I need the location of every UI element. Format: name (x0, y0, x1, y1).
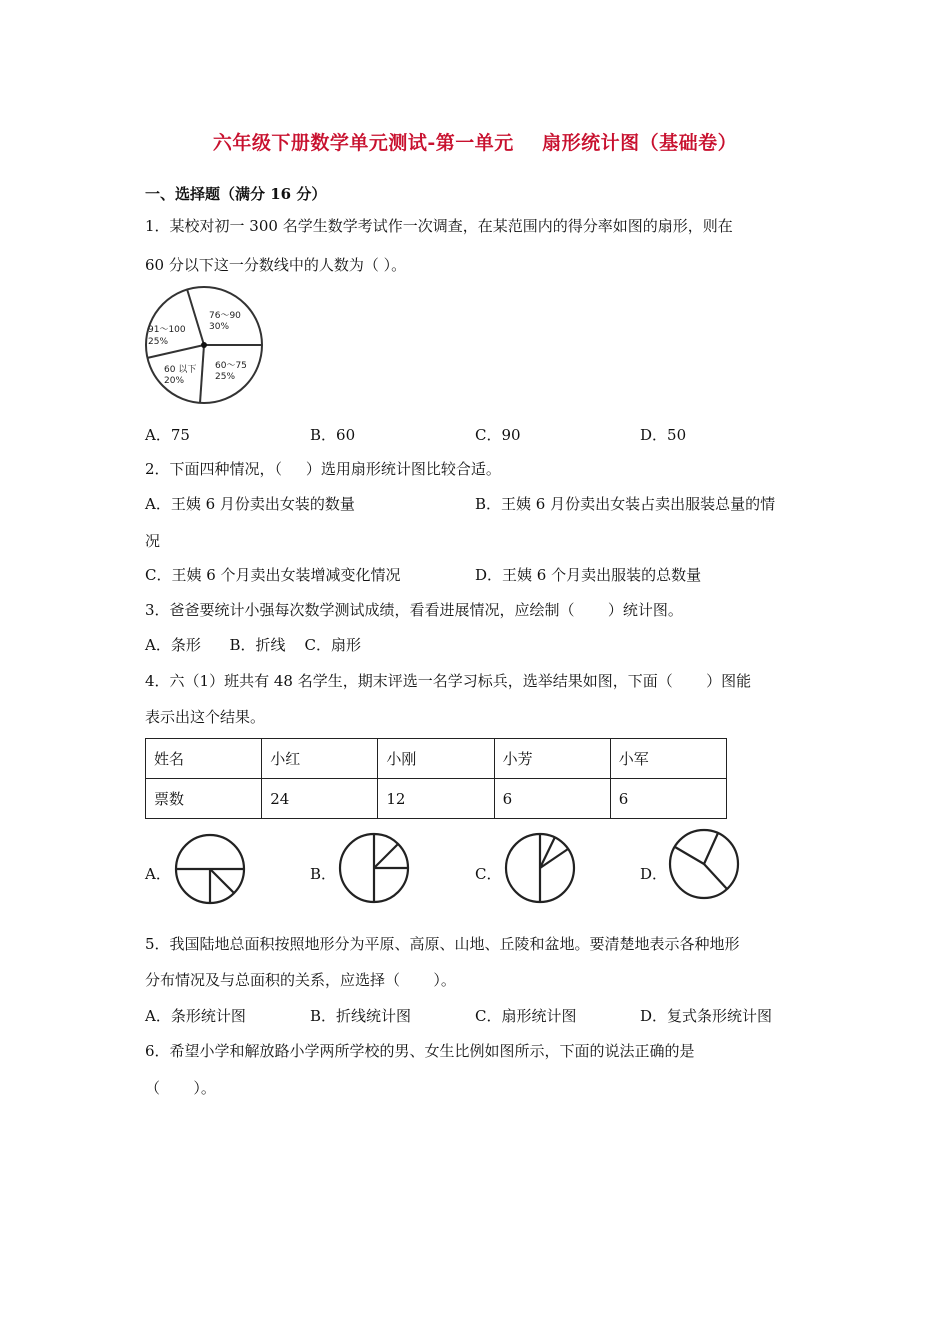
q4-option-c[interactable]: C． (475, 865, 502, 883)
pie-divider-3 (200, 345, 204, 403)
table-header-cell: 小芳 (494, 739, 610, 779)
q4-pie-b[interactable] (336, 832, 412, 904)
q1-option-a[interactable]: A．75 (145, 426, 190, 444)
slice-pct-below-60: 20% (164, 376, 185, 386)
q5-option-c[interactable]: C．扇形统计图 (475, 1007, 577, 1025)
q2-option-b-cont: 况 (145, 532, 161, 550)
table-header-cell: 小红 (262, 739, 378, 779)
slice-label-below-60: 60 以下 (164, 365, 197, 375)
table-cell: 12 (378, 779, 494, 819)
table-row (146, 739, 727, 779)
table-header-cell: 姓名 (146, 739, 262, 779)
q6-stem-line2: （ ）。 (145, 1079, 216, 1097)
table-cell: 24 (262, 779, 378, 819)
slice-label-91-100: 91～100 (148, 325, 186, 335)
q2-option-d[interactable]: D．王姨 6 个月卖出服装的总数量 (475, 566, 702, 584)
table-cell: 6 (494, 779, 610, 819)
q1-stem-line1: 1．某校对初一 300 名学生数学考试作一次调查，在某范围内的得分率如图的扇形，则在 (145, 217, 733, 235)
q5-option-d[interactable]: D．复式条形统计图 (640, 1007, 773, 1025)
q2-option-a[interactable]: A．王姨 6 月份卖出女装的数量 (145, 495, 355, 513)
q4-pie-a[interactable] (172, 834, 248, 904)
q1-pie-chart (140, 284, 270, 414)
q2-stem: 2．下面四种情况，（ ）选用扇形统计图比较合适。 (145, 460, 501, 478)
q1-option-c[interactable]: C．90 (475, 426, 521, 444)
q4-option-b[interactable]: B． (310, 865, 337, 883)
section-heading: 一、选择题（满分 16 分） (145, 185, 327, 203)
table-header-cell: 小刚 (378, 739, 494, 779)
slice-pct-60-75: 25% (215, 372, 236, 382)
slice-pct-91-100: 25% (148, 337, 169, 347)
q5-option-b[interactable]: B．折线统计图 (310, 1007, 412, 1025)
table-row (146, 779, 727, 819)
q4-option-d[interactable]: D． (640, 865, 668, 883)
page-title: 六年级下册数学单元测试-第一单元 扇形统计图（基础卷） (212, 132, 738, 154)
slice-label-60-75: 60～75 (215, 361, 247, 371)
table-cell: 票数 (146, 779, 262, 819)
q1-option-d[interactable]: D．50 (640, 426, 687, 444)
q2-option-c[interactable]: C．王姨 6 个月卖出女装增减变化情况 (145, 566, 401, 584)
q6-stem-line1: 6．希望小学和解放路小学两所学校的男、女生比例如图所示，下面的说法正确的是 (145, 1042, 695, 1060)
q5-stem-line2: 分布情况及与总面积的关系，应选择（ ）。 (145, 971, 456, 989)
q2-option-b[interactable]: B．王姨 6 月份卖出女装占卖出服装总量的情 (475, 495, 776, 513)
vote-table (145, 738, 727, 819)
q1-stem-line2: 60 分以下这一分数线中的人数为（ ）。 (145, 256, 407, 274)
pie-center-dot (201, 342, 207, 348)
slice-label-76-90: 76～90 (209, 311, 241, 321)
q3-stem: 3．爸爸要统计小强每次数学测试成绩，看看进展情况，应绘制（ ）统计图。 (145, 601, 683, 619)
q4-pie-d[interactable] (666, 828, 742, 900)
table-header-cell: 小军 (610, 739, 726, 779)
q3-options[interactable]: A．条形 B．折线 C．扇形 (145, 636, 362, 654)
q5-option-a[interactable]: A．条形统计图 (145, 1007, 246, 1025)
table-cell: 6 (610, 779, 726, 819)
q5-stem-line1: 5．我国陆地总面积按照地形分为平原、高原、山地、丘陵和盆地。要清楚地表示各种地形 (145, 935, 740, 953)
slice-pct-76-90: 30% (209, 322, 230, 332)
q4-stem-line1: 4．六（1）班共有 48 名学生，期末评选一名学习标兵，选举结果如图，下面（ ）图能 (145, 672, 752, 690)
q1-option-b[interactable]: B．60 (310, 426, 356, 444)
q4-stem-line2: 表示出这个结果。 (145, 708, 266, 726)
q4-option-a[interactable]: A． (145, 865, 171, 883)
q4-pie-c[interactable] (502, 832, 578, 904)
pie-divider-1 (187, 289, 204, 345)
